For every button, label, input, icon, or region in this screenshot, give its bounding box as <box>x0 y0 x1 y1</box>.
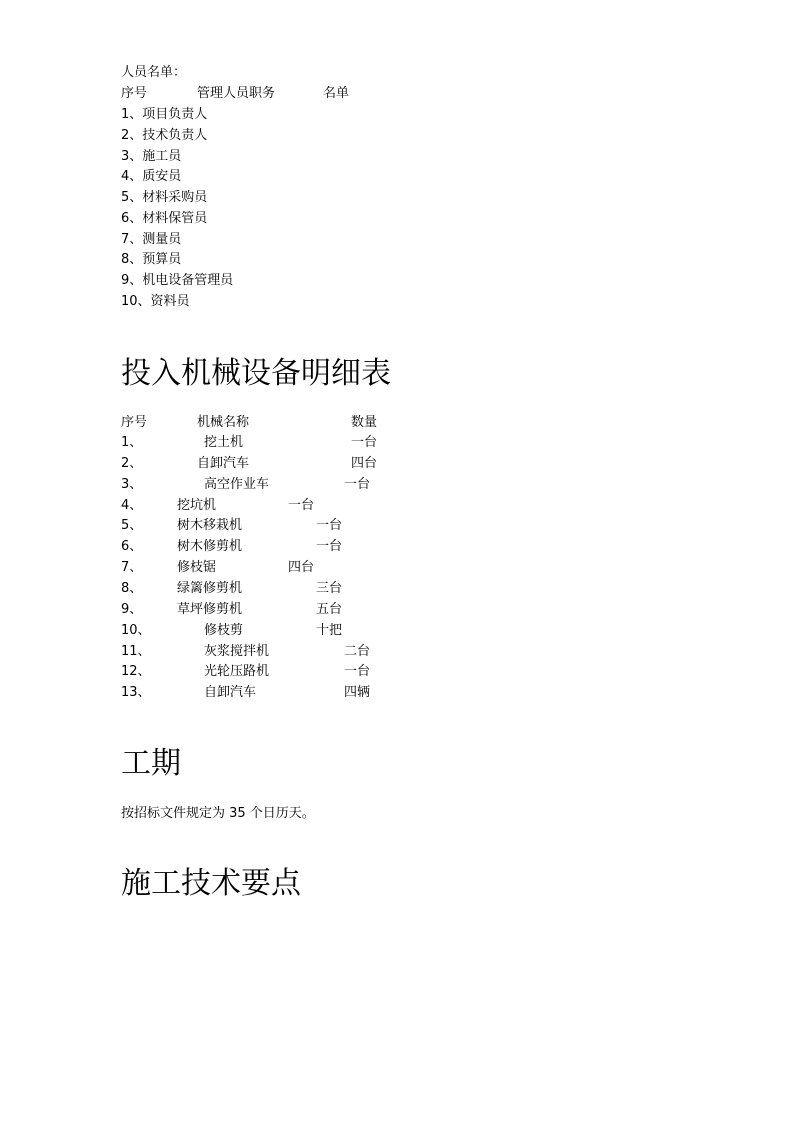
equipment-row-qty: 五台 <box>316 602 343 617</box>
equipment-row-qty: 一台 <box>344 664 371 679</box>
personnel-item: 6、材料保管员 <box>121 211 208 226</box>
equipment-row-name: 光轮压路机 <box>204 664 270 679</box>
schedule-heading: 工期 <box>121 746 181 781</box>
personnel-item: 10、资料员 <box>121 294 190 309</box>
equipment-row-name: 绿篱修剪机 <box>177 581 243 596</box>
equipment-row-name: 灰浆搅拌机 <box>204 644 270 659</box>
personnel-item: 3、施工员 <box>121 149 182 164</box>
personnel-item: 5、材料采购员 <box>121 190 208 205</box>
personnel-title: 人员名单： <box>121 65 187 80</box>
equipment-row-qty: 四辆 <box>344 685 371 700</box>
equipment-row-no: 1、 <box>121 435 143 450</box>
equipment-heading: 投入机械设备明细表 <box>121 356 391 391</box>
equipment-row-name: 高空作业车 <box>204 477 270 492</box>
equipment-row-name: 挖土机 <box>204 435 244 450</box>
equipment-row-no: 12、 <box>121 664 151 679</box>
equipment-row-name: 自卸汽车 <box>197 456 250 471</box>
equipment-row-name: 树木修剪机 <box>177 539 243 554</box>
technical-heading: 施工技术要点 <box>121 866 301 901</box>
equipment-header-name: 机械名称 <box>197 415 250 430</box>
equipment-row-no: 4、 <box>121 498 143 513</box>
personnel-item: 1、项目负责人 <box>121 107 208 122</box>
equipment-header-no: 序号 <box>121 415 148 430</box>
equipment-row-name: 自卸汽车 <box>204 685 257 700</box>
equipment-row-no: 5、 <box>121 518 143 533</box>
equipment-row-qty: 十把 <box>316 623 343 638</box>
equipment-row-no: 7、 <box>121 560 143 575</box>
equipment-row-qty: 二台 <box>344 644 371 659</box>
personnel-item: 9、机电设备管理员 <box>121 273 234 288</box>
equipment-row-qty: 四台 <box>351 456 378 471</box>
equipment-row-no: 10、 <box>121 623 151 638</box>
personnel-item: 7、测量员 <box>121 232 182 247</box>
personnel-item: 8、预算员 <box>121 252 182 267</box>
equipment-row-no: 2、 <box>121 456 143 471</box>
equipment-row-qty: 一台 <box>288 498 315 513</box>
equipment-row-name: 草坪修剪机 <box>177 602 243 617</box>
equipment-header-qty: 数量 <box>351 415 378 430</box>
equipment-row-name: 树木移栽机 <box>177 518 243 533</box>
equipment-row-no: 13、 <box>121 685 151 700</box>
equipment-row-no: 8、 <box>121 581 143 596</box>
schedule-text: 按招标文件规定为 35 个日历天。 <box>121 806 315 821</box>
personnel-header-name: 名单 <box>323 86 350 101</box>
personnel-item: 2、技术负责人 <box>121 128 208 143</box>
equipment-row-no: 6、 <box>121 539 143 554</box>
equipment-row-qty: 一台 <box>316 518 343 533</box>
equipment-row-qty: 一台 <box>316 539 343 554</box>
equipment-row-qty: 一台 <box>344 477 371 492</box>
personnel-item: 4、质安员 <box>121 169 182 184</box>
equipment-row-qty: 一台 <box>351 435 378 450</box>
equipment-row-qty: 三台 <box>316 581 343 596</box>
equipment-row-no: 3、 <box>121 477 143 492</box>
equipment-row-qty: 四台 <box>288 560 315 575</box>
personnel-header-position: 管理人员职务 <box>197 86 276 101</box>
equipment-row-name: 修枝锯 <box>177 560 217 575</box>
personnel-header-no: 序号 <box>121 86 148 101</box>
equipment-row-name: 挖坑机 <box>177 498 217 513</box>
equipment-row-no: 11、 <box>121 644 151 659</box>
equipment-row-name: 修枝剪 <box>204 623 244 638</box>
equipment-row-no: 9、 <box>121 602 143 617</box>
